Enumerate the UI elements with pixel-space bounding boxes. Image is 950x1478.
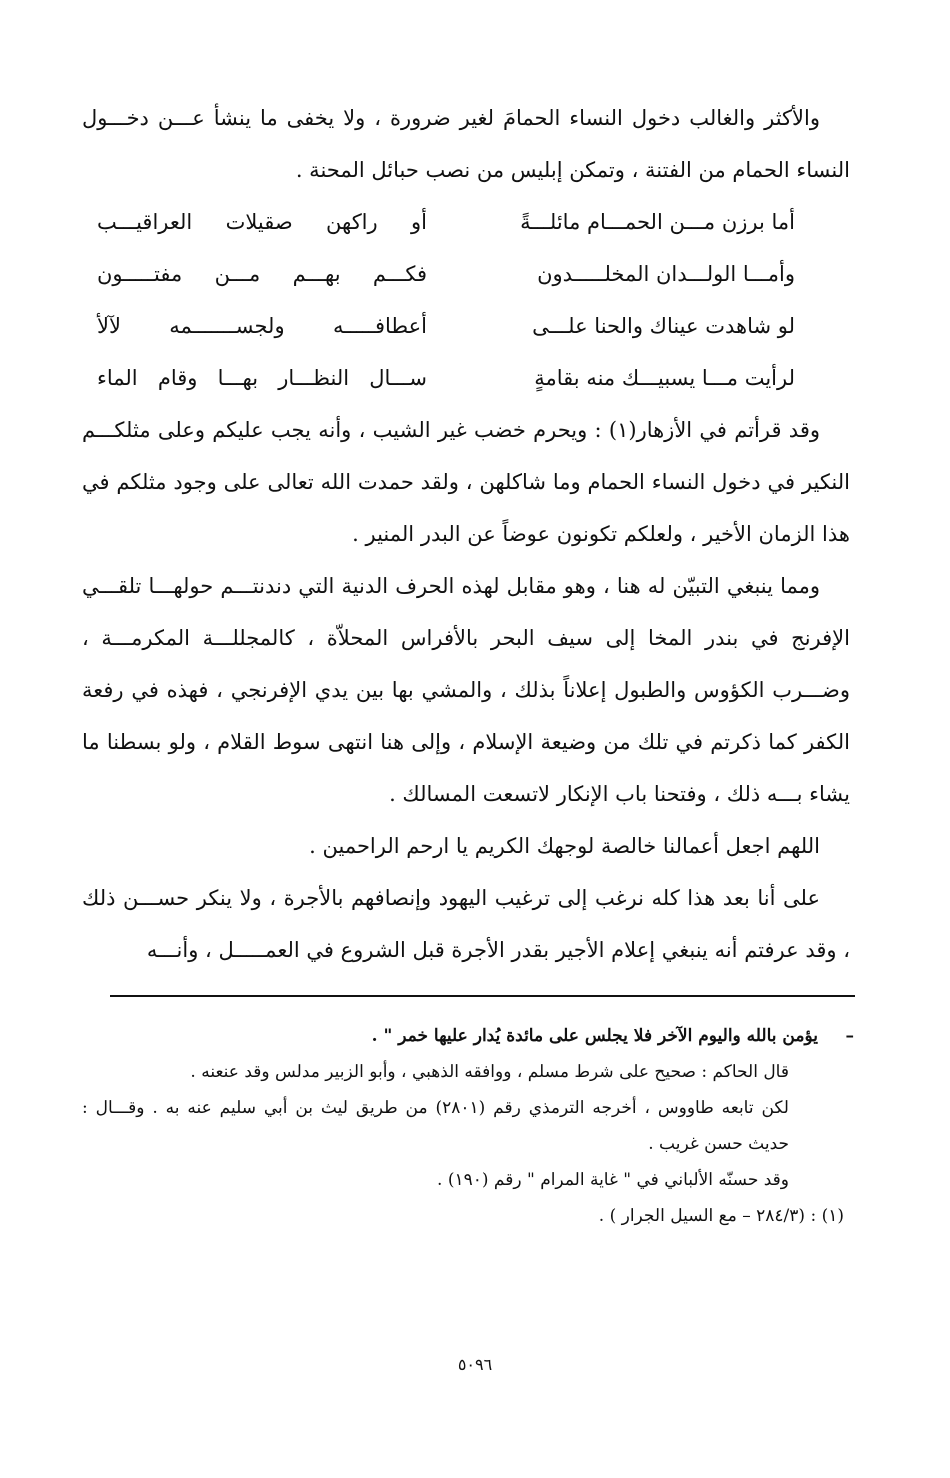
footnote-hadith-text: يؤمن بالله واليوم الآخر فلا يجلس على مائدة يُدار عليها خمر " . (371, 1026, 818, 1046)
footnote-divider (110, 995, 855, 997)
verse-second-hemistich: أعطافـــــه ولجســـــــمه لآلأ (97, 314, 427, 338)
footnote-line: حديث حسن غريب . (648, 1134, 789, 1154)
footnote-line: وقد حسنّه الألباني في " غاية المرام " رقم (١٩٠) . (437, 1170, 789, 1190)
verse-second-hemistich: ســـال النظـــار بهـــا وقام الماء (97, 366, 427, 390)
paragraph-2: وقد قرأتم في الأزهار(١) : ويحرم خضب غير الشيب ، وأنه يجب عليكم وعلى مثلكـــم النكير في دخول النساء الحمام وما شاكلهن ، ولقد حمدت الله تعالى على وجود مثلكم في هذا الزمان الأخير ، ولعلكم تكونون عوضاً عن البدر المنير . (82, 418, 850, 546)
paragraph-1: والأكثر والغالب دخول النساء الحمامَ لغير ضرورة ، ولا يخفى ما ينشأ عـــن دخـــول النساء الحمام من الفتنة ، وتمكن إبليس من نصب حبائل المحنة . (82, 106, 850, 182)
verse-first-hemistich: أما برزن مـــن الحمـــام مائلـــةً (520, 210, 795, 234)
paragraph-5: على أنا بعد هذا كله نرغب إلى ترغيب اليهود وإنصافهم بالأجرة ، ولا ينكر حســـن ذلك ، وقد عرفتم أنه ينبغي إعلام الأجير بقدر الأجرة قبل الشروع في العمـــــل ، وأنـــه (82, 886, 850, 962)
footnote-reference: (١) : (٢٨٤/٣ – مع السيل الجرار ) . (598, 1206, 844, 1226)
verse-line (82, 248, 850, 300)
footnotes (82, 1018, 854, 1234)
footnote-line: قال الحاكم : صحيح على شرط مسلم ، ووافقه الذهبي ، وأبو الزبير مدلس وقد عنعنه . (190, 1062, 789, 1082)
verse-line (82, 300, 850, 352)
verse-line (82, 352, 850, 404)
verse-line (82, 196, 850, 248)
verse-second-hemistich: أو راكهن صقيلات العراقيـــب (97, 210, 427, 234)
verse-first-hemistich: لرأيت مـــا يسبيـــك منه بقامةٍ (534, 366, 795, 390)
verse-first-hemistich: وأمـــا الولـــدان المخلـــــدون (537, 262, 795, 286)
footnote-hadith (82, 1018, 854, 1054)
main-text (82, 92, 850, 976)
page-number: ٥٠٩٦ (457, 1355, 493, 1374)
footnote-dash: – (845, 1026, 854, 1046)
paragraph-3: ومما ينبغي التبيّن له هنا ، وهو مقابل لهذه الحرف الدنية التي دندنتـــم حولهـــا تلقـــي الإفرنج في بندر المخا إلى سيف البحر بالأفراس المحلاّة ، كالمجللـــة المكرمـــة ، وضـــرب الكؤوس والطبول إعلاناً بذلك ، والمشي بها بين يدي الإفرنجي ، فهذه في رفعة الكفر كما ذكرتم في تلك من وضيعة الإسلام ، وإلى هنا انتهى سوط القلام ، ولو بسطنا ما يشاء بـــه ذلك ، وفتحنا باب الإنكار لاتسعت المسالك . (82, 574, 850, 806)
poem (82, 196, 850, 404)
verse-first-hemistich: لو شاهدت عيناك والحنا علـــى (532, 314, 795, 338)
footnote-line: لكن تابعه طاووس ، أخرجه الترمذي رقم (٢٨٠١) من طريق ليث بن أبي سليم عنه به . وقـــال : (82, 1098, 789, 1118)
verse-second-hemistich: فكـــم بهـــم مـــن مفتـــــون (97, 262, 427, 286)
paragraph-4: اللهم اجعل أعمالنا خالصة لوجهك الكريم يا ارحم الراحمين . (309, 834, 820, 858)
